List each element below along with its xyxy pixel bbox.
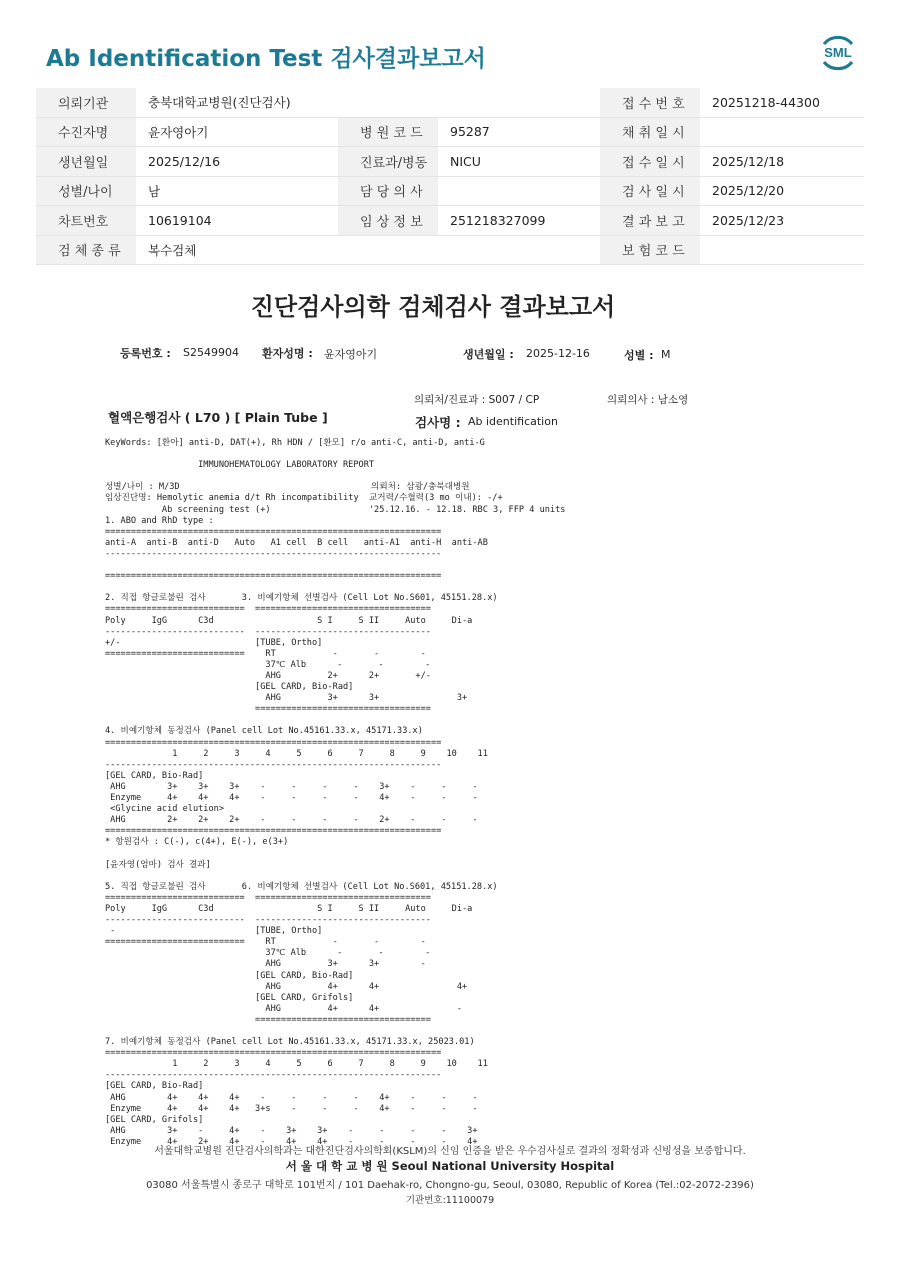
test-group: 혈액은행검사 ( L70 ) [ Plain Tube ] — [108, 410, 328, 425]
value-chart-number: 10619104 — [136, 206, 338, 236]
label-chart-number: 차트번호 — [36, 206, 136, 236]
label-collection-date: 채 취 일 시 — [600, 117, 700, 147]
test-name-label: 검사명 : — [415, 415, 461, 430]
label-receipt-number: 접 수 번 호 — [600, 88, 700, 117]
reg-value: S2549904 — [183, 346, 239, 359]
value-physician — [438, 176, 600, 206]
label-specimen-type: 검 체 종 류 — [36, 235, 136, 265]
sml-logo — [816, 30, 860, 74]
sex-value: M — [661, 348, 671, 361]
patient-label: 환자성명 : — [262, 347, 313, 360]
label-department: 진료과/병동 — [338, 147, 438, 177]
value-collection-date — [700, 117, 864, 147]
value-test-date: 2025/12/20 — [700, 176, 864, 206]
value-receipt-number: 20251218-44300 — [700, 88, 864, 117]
reg-label: 등록번호 : — [120, 347, 171, 360]
label-birth-date: 생년월일 — [36, 147, 136, 177]
test-name-value: Ab identification — [468, 415, 558, 428]
patient-info-table — [36, 88, 864, 265]
sex-label: 성별 : — [624, 349, 654, 362]
value-department: NICU — [438, 147, 600, 177]
info-row — [36, 117, 864, 147]
value-clinical-info: 251218327099 — [438, 206, 600, 236]
patient-value: 윤자영아기 — [324, 348, 378, 361]
value-insurance-code — [700, 235, 864, 265]
info-row — [36, 176, 864, 206]
value-hospital-code: 95287 — [438, 117, 600, 147]
page-title: Ab Identification Test 검사결과보고서 — [46, 46, 486, 72]
info-row — [36, 147, 864, 177]
label-requesting-institution: 의뢰기관 — [36, 88, 136, 117]
dept-info: 의뢰처/진료과 : S007 / CP — [414, 394, 540, 406]
lab-report-body: KeyWords: [환아] anti-D, DAT(+), Rh HDN / [환모] r/o anti-C, anti-D, anti-G IMMUNOHEMATOLOGY LABORATORY REPORT 성별/나이 : M/3D 의뢰처: 삼광/충북대병원 임상진단명: Hemolytic anemia d/t Rh incompatibility 교거력/수혈력(3 mo 이내): -/+ Ab screening test (+) '25.12.16. - 12.18. RBC 3, FFP 4 units 1. ABO and RhD type : ================================================================= anti-A anti-B anti-D Auto A1 cell B cell anti-A1 anti-H anti-AB ----------------------------------------------------------------- ================================================================= 2. 직접 항글로불린 검사 3. 비예기항체 선별검사 (Cell Lot No.S601, 45151.28.x) =========================== ================================== Poly IgG C3d S I S II Auto Di-a --------------------------- ---------------------------------- +/- [TUBE, Ortho] =========================== RT - - - 37℃ Alb - - - AHG 2+ 2+ +/- [GEL CARD, Bio-Rad] AHG 3+ 3+ 3+ ================================== 4. 비예기항체 동정검사 (Panel cell Lot No.45161.33.x, 45171.33.x) ================================================================= 1 2 3 4 5 6 7 8 9 10 11 ----------------------------------------------------------------- [GEL CARD, Bio-Rad] AHG 3+ 3+ 3+ - - - - 3+ - - - Enzyme 4+ 4+ 4+ - - - - 4+ - - - <Glycine acid elution> AHG 2+ 2+ 2+ - - - - 2+ - - - ================================================================= * 항원검사 : C(-), c(4+), E(-), e(3+) [윤자영(엄마) 검사 결과] 5. 직접 항글로불린 검사 6. 비예기항체 선별검사 (Cell Lot No.S601, 45151.28.x) =========================== ================================== Poly IgG C3d S I S II Auto Di-a --------------------------- ---------------------------------- - [TUBE, Ortho] =========================== RT - - - 37℃ Alb - - - AHG 3+ 3+ - [GEL CARD, Bio-Rad] AHG 4+ 4+ 4+ [GEL CARD, Grifols] AHG 4+ 4+ - ================================== 7. 비예기항체 동정검사 (Panel cell Lot No.45161.33.x, 45171.33.x, 25023.01) ================================================================= 1 2 3 4 5 6 7 8 9 10 11 ----------------------------------------------------------------- [GEL CARD, Bio-Rad] AHG 4+ 4+ 4+ - - - - 4+ - - - Enzyme 4+ 4+ 4+ 3+s - - - 4+ - - - [GEL CARD, Grifols] AHG 3+ - 4+ - 3+ 3+ - - - - 3+ Enzyme 4+ 2+ 4+ - 4+ 4+ - - - - 4+ — [105, 438, 566, 1147]
label-result-report: 결 과 보 고 — [600, 206, 700, 236]
label-sex-age: 성별/나이 — [36, 176, 136, 206]
label-test-date: 검 사 일 시 — [600, 176, 700, 206]
label-patient-name: 수진자명 — [36, 117, 136, 147]
label-physician: 담 당 의 사 — [338, 176, 438, 206]
value-patient-name: 윤자영아기 — [136, 117, 338, 147]
report-title: 진단검사의학 검체검사 결과보고서 — [250, 293, 616, 321]
info-row — [36, 88, 864, 117]
value-specimen-type: 복수검체 — [136, 235, 600, 265]
sml-logo-text: SML — [824, 45, 852, 60]
label-receipt-date: 접 수 일 시 — [600, 147, 700, 177]
info-row — [36, 235, 864, 265]
info-row — [36, 206, 864, 236]
label-insurance-code: 보 험 코 드 — [600, 235, 700, 265]
hospital-address: 03080 서울특별시 종로구 대학로 101번지 / 101 Daehak-ro, Chongno-gu, Seoul, 03080, Republic of Korea (Tel.:02-2072-2396) — [146, 1180, 754, 1191]
value-sex-age: 남 — [136, 176, 338, 206]
certification-text: 서울대학교병원 진단검사의학과는 대한진단검사의학회(KSLM)의 신임 인증을 받은 우수검사실로 결과의 정확성과 신빙성을 보증합니다. — [154, 1146, 746, 1157]
value-birth-date: 2025/12/16 — [136, 147, 338, 177]
dob-label: 생년월일 : — [463, 348, 514, 361]
hospital-name: 서 울 대 학 교 병 원 Seoul National University Hospital — [285, 1159, 615, 1173]
value-requesting-institution: 충북대학교병원(진단검사) — [136, 88, 600, 117]
dob-value: 2025-12-16 — [526, 347, 590, 360]
value-receipt-date: 2025/12/18 — [700, 147, 864, 177]
label-hospital-code: 병 원 코 드 — [338, 117, 438, 147]
value-result-report: 2025/12/23 — [700, 206, 864, 236]
doctor-info: 의뢰의사 : 남소영 — [607, 394, 689, 406]
label-clinical-info: 임 상 정 보 — [338, 206, 438, 236]
institution-number: 기관번호:11100079 — [405, 1195, 495, 1206]
